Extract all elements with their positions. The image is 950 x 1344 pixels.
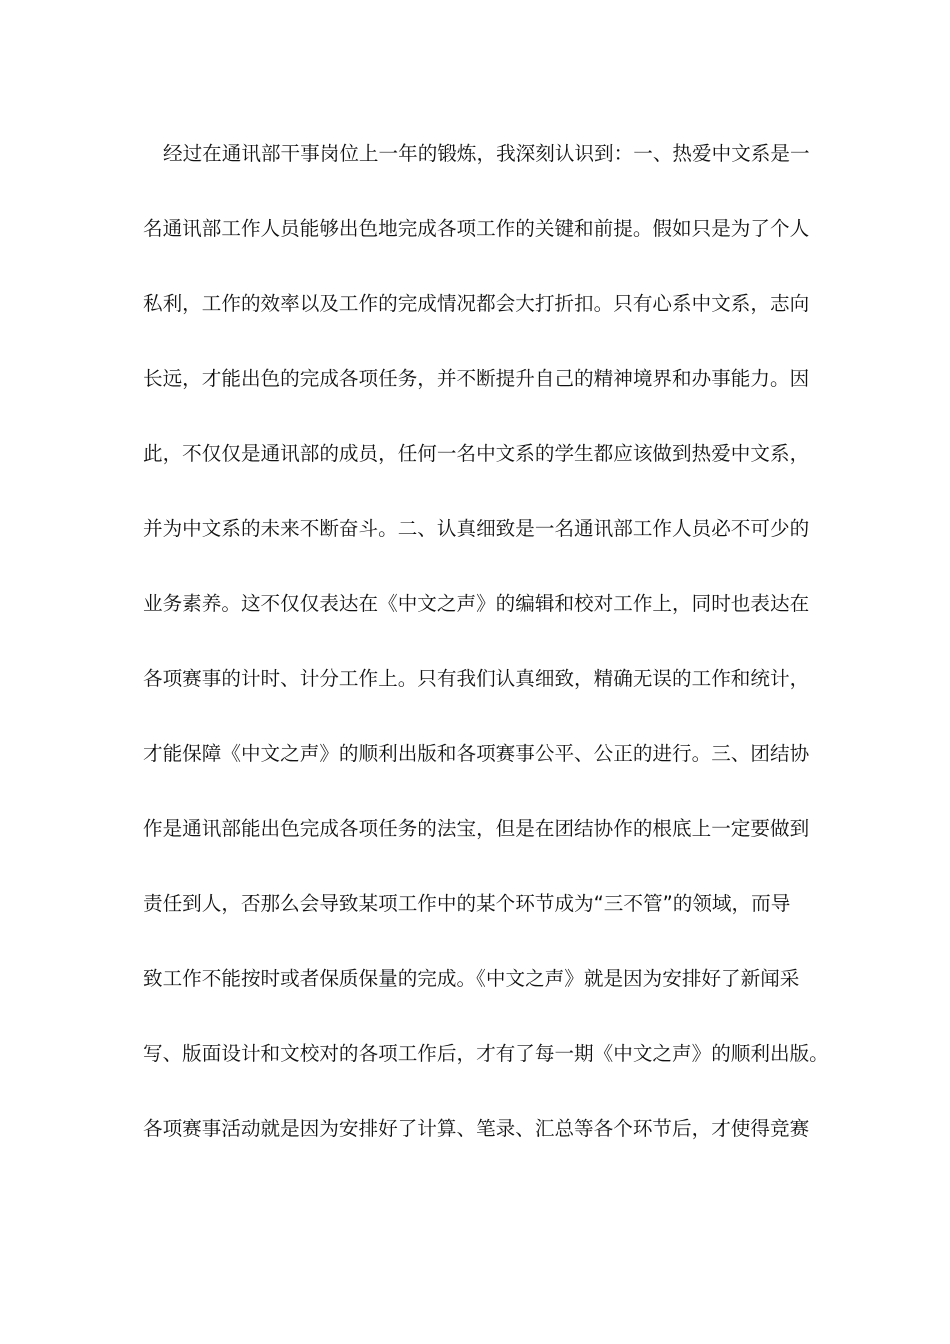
paragraph-line-12: 致工作不能按时或者保质保量的完成。《中文之声》就是因为安排好了新闻采: [143, 967, 800, 990]
paragraph-line-6: 并为中文系的未来不断奋斗。二、认真细致是一名通讯部工作人员必不可少的: [143, 517, 810, 540]
paragraph-line-13: 写、版面设计和文校对的各项工作后，才有了每一期《中文之声》的顺利出版。: [143, 1042, 829, 1065]
paragraph-line-14: 各项赛事活动就是因为安排好了计算、笔录、汇总等各个环节后，才使得竞赛: [143, 1117, 810, 1140]
paragraph-line-8: 各项赛事的计时、计分工作上。只有我们认真细致，精确无误的工作和统计，: [143, 667, 810, 690]
paragraph-line-4: 长远，才能出色的完成各项任务，并不断提升自己的精神境界和办事能力。因: [143, 367, 810, 390]
paragraph-line-7: 业务素养。这不仅仅表达在《中文之声》的编辑和校对工作上，同时也表达在: [143, 592, 810, 615]
paragraph-line-5: 此，不仅仅是通讯部的成员，任何一名中文系的学生都应该做到热爱中文系，: [143, 442, 810, 465]
paragraph-line-10: 作是通讯部能出色完成各项任务的法宝，但是在团结协作的根底上一定要做到: [143, 817, 810, 840]
paragraph-line-1: 经过在通讯部干事岗位上一年的锻炼，我深刻认识到：一、热爱中文系是一: [163, 142, 810, 165]
paragraph-line-3: 私利，工作的效率以及工作的完成情况都会大打折扣。只有心系中文系，志向: [143, 292, 810, 315]
paragraph-line-9: 才能保障《中文之声》的顺利出版和各项赛事公平、公正的进行。三、团结协: [143, 742, 810, 765]
body-paragraph: [143, 135, 829, 1185]
paragraph-line-11: 责任到人，否那么会导致某项工作中的某个环节成为“三不管”的领域，而导: [143, 892, 791, 915]
paragraph-line-2: 名通讯部工作人员能够出色地完成各项工作的关键和前提。假如只是为了个人: [143, 217, 810, 240]
